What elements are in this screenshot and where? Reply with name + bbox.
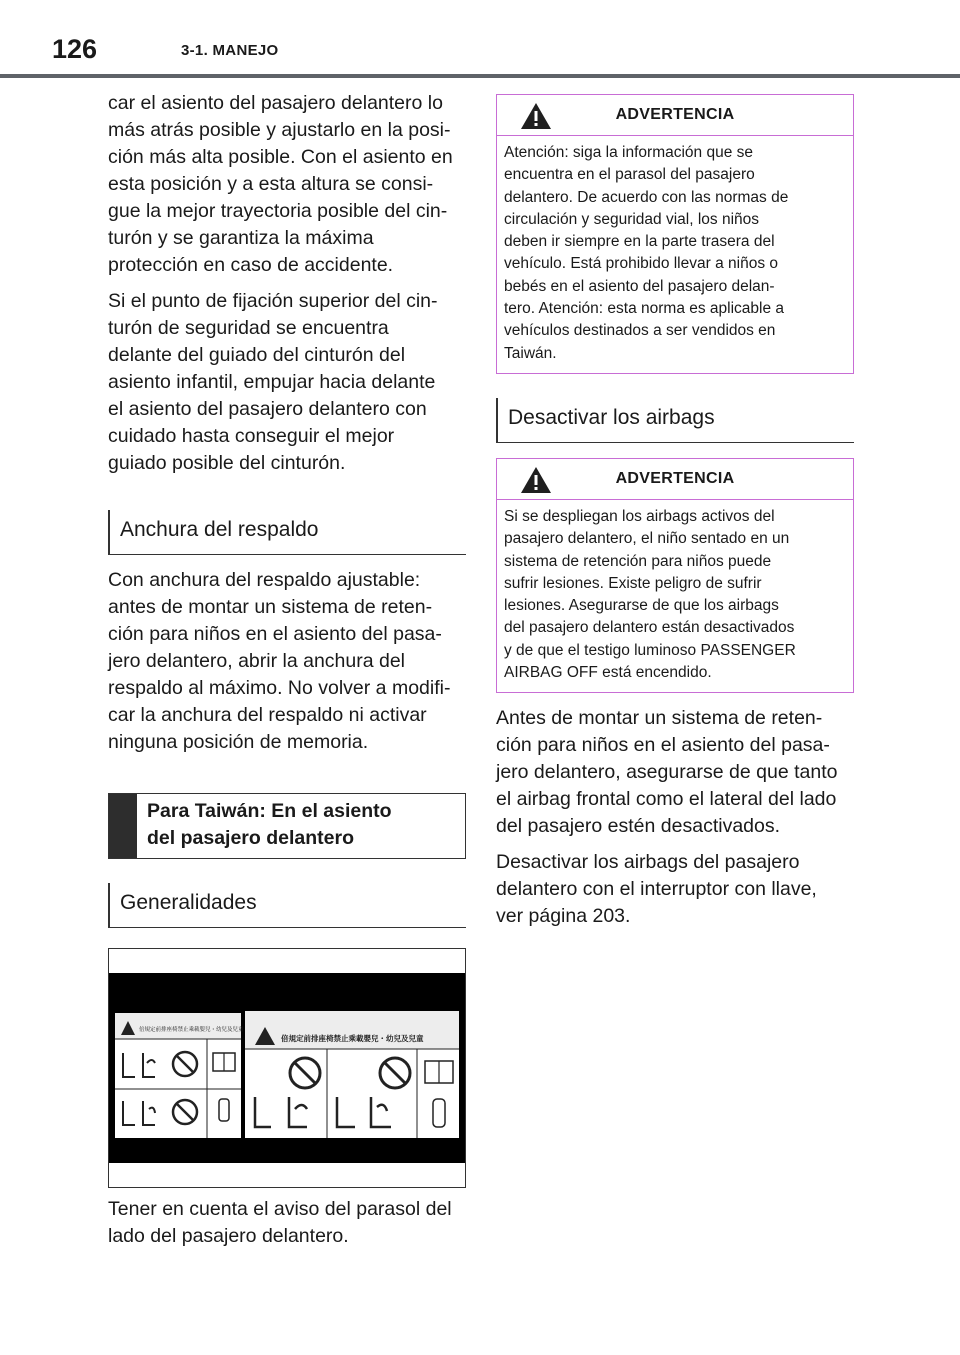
left-column xyxy=(108,90,466,1259)
warning-triangle-icon xyxy=(519,465,553,495)
warning-body: Si se despliegan los airbags activos del pasajero delantero, el niño sentado en un sistema de retención para niños puede sufrir lesiones. Existe peligro de sufrir lesiones. Asegurarse de que los airbags del pasajero delantero están desactivados y de que el testigo luminoso PASSENGER AIRBAG OFF está encendido. xyxy=(504,507,796,682)
heading-backrest-width: Anchura del respaldo xyxy=(108,510,466,555)
right-column xyxy=(496,94,854,939)
heading-taiwan-bar xyxy=(109,794,137,858)
heading-general: Generalidades xyxy=(108,883,466,928)
warning-body: Atención: siga la información que se encuentra en el parasol del pasajero delantero. De acuerdo con las normas de circulación y seguridad vial, los niños deben ir siempre en la parte trasera del vehículo. Está prohibido llevar a niños o bebés en el asiento del pasajero delan- tero. Atención: esta norma es aplicable a vehículos destinados a ser vendidos en Taiwán. xyxy=(504,144,789,362)
paragraph-belt-anchor: Si el punto de fijación superior del cin- turón de seguridad se encuentra delante del guiado del cinturón del asiento infantil, empujar hacia delante el asiento del pasajero delantero con cuidado hasta conseguir el mejor guiado posible del cinturón. xyxy=(108,290,438,474)
warning-title: ADVERTENCIA xyxy=(615,106,735,123)
heading-taiwan xyxy=(108,793,466,859)
heading-disable-airbags: Desactivar los airbags xyxy=(496,398,854,443)
section-title: 3-1. MANEJO xyxy=(181,42,279,59)
warning-box-airbags xyxy=(496,458,854,693)
sun-visor-warning-figure xyxy=(108,948,466,1188)
paragraph-key-switch: Desactivar los airbags del pasajero delantero con el interruptor con llave, ver página 203. xyxy=(496,851,817,928)
page-number: 126 xyxy=(52,34,98,64)
header-rule xyxy=(0,74,960,78)
small-label-text: 倍規定前排座椅禁止乘載嬰兒・幼兒及兒童 xyxy=(139,1027,244,1033)
sun-visor-warning-image xyxy=(109,949,465,1187)
figure-caption: Tener en cuenta el aviso del parasol del lado del pasajero delantero. xyxy=(108,1198,452,1247)
warning-header xyxy=(497,459,853,500)
paragraph-backrest-width: Con anchura del respaldo ajustable: antes de montar un sistema de reten- ción para niños en el asiento del pasa- jero delantero, abrir la anchura del respaldo al máximo. No volver a modifi- car la anchura del respaldo ni activar ninguna posición de memoria. xyxy=(108,569,451,753)
warning-title: ADVERTENCIA xyxy=(615,469,735,487)
large-label-text: 倍規定前排座椅禁止乘載嬰兒・幼兒及兒童 xyxy=(281,1034,424,1043)
warning-header xyxy=(497,95,853,136)
warning-box-taiwan xyxy=(496,94,854,374)
paragraph-before-mounting: Antes de montar un sistema de reten- ción para niños en el asiento del pasa- jero delantero, asegurarse de que tanto el airbag frontal como el lateral del lado del pasajero estén desactivados. xyxy=(496,707,838,838)
warning-triangle-icon xyxy=(519,101,553,131)
paragraph-seat-position: car el asiento del pasajero delantero lo más atrás posible y ajustarlo en la posi- ción más alta posible. Con el asiento en esta posición y a esta altura se consi- gue la mejor trayectoria posible del cin- turón y se garantiza la máxima protección en caso de accidente. xyxy=(108,92,453,276)
heading-taiwan-text: Para Taiwán: En el asiento del pasajero delantero xyxy=(147,800,392,849)
